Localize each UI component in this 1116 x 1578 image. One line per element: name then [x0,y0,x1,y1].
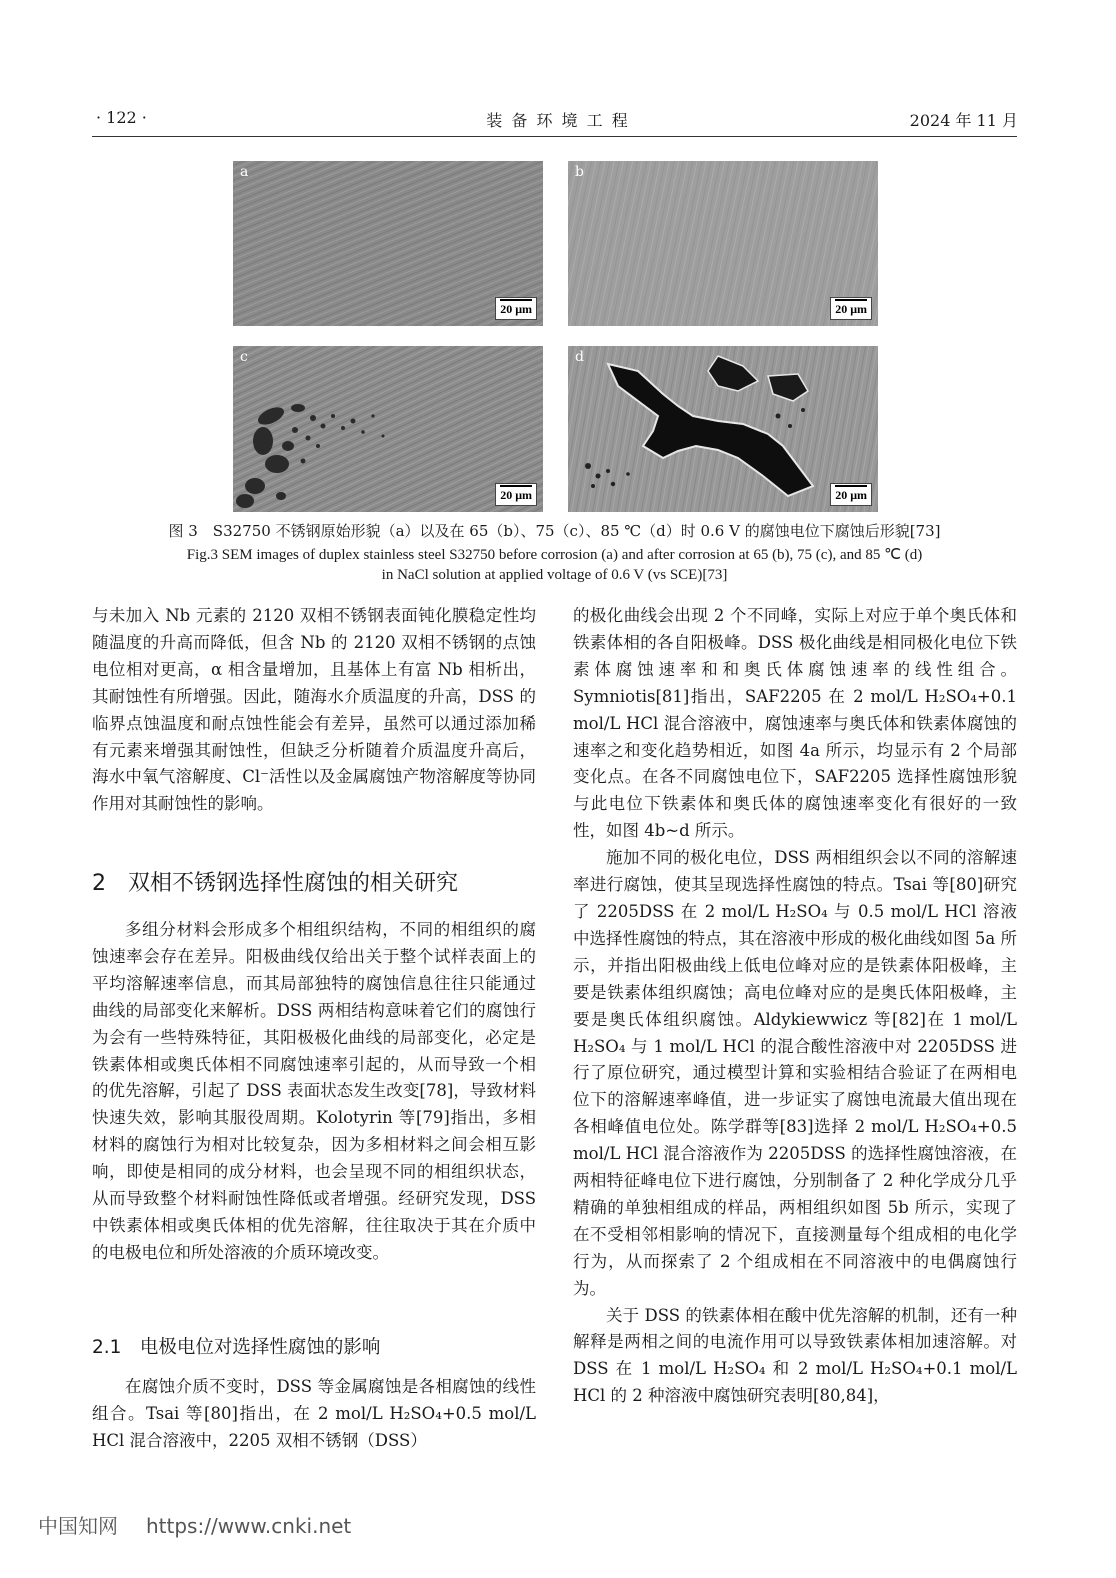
page-number: · 122 · [96,108,147,127]
header-rule [92,136,1017,137]
cnki-url[interactable]: https://www.cnki.net [146,1514,352,1538]
left-column-para3 [92,1374,536,1455]
right-column [573,603,1017,1410]
figure-caption-cn: 图 3 S32750 不锈钢原始形貌（a）以及在 65（b）、75（c）、85 ℃（d）时 0.6 V 的腐蚀电位下腐蚀后形貌[73] [168,522,941,540]
left-column-para1 [92,603,536,818]
panel-label: b [575,164,584,180]
figure-caption-en-line2: in NaCl solution at applied voltage of 0.6 V (vs SCE)[73] [381,567,728,583]
sem-image-c [233,346,543,512]
sem-image-a [233,161,543,326]
cnki-brand: 中国知网 [38,1514,118,1538]
sem-image-d [568,346,878,512]
panel-label: d [575,349,584,365]
paragraph: 关于 DSS 的铁素体相在酸中优先溶解的机制，还有一种解释是两相之间的电流作用可以导致铁素体相加速溶解。对 DSS 在 1 mol/L H₂SO₄ 和 2 mol/L H₂SO₄+0.1 mol/L HCl 的 2 种溶液中腐蚀研究表明[80,84]， [573,1305,1017,1406]
sem-image-b [568,161,878,326]
journal-title: 装 备 环 境 工 程 [486,111,630,130]
left-column-para2 [92,917,536,1267]
scale-bar: 20 μm [495,297,537,320]
scale-bar: 20 μm [495,483,537,506]
paragraph: 与未加入 Nb 元素的 2120 双相不锈钢表面钝化膜稳定性均随温度的升高而降低，但含 Nb 的 2120 双相不锈钢的点蚀电位相对更高，α 相含量增加，且基体上有富 Nb 相析出，其耐蚀性有所增强。因此，随海水介质温度的升高，DSS 的临界点蚀温度和耐点蚀性能会有差异，虽然可以通过添加稀有元素来增强其耐蚀性，但缺乏分析随着介质温度升高后，海水中氧气溶解度、Cl⁻活性以及金属腐蚀产物溶解度等协同作用对其耐蚀性的影响。 [92,606,536,814]
panel-label: a [240,164,249,180]
paragraph: 的极化曲线会出现 2 个不同峰，实际上对应于单个奥氏体和铁素体相的各自阳极峰。DSS 极化曲线是相同极化电位下铁素体腐蚀速率和和奥氏体腐蚀速率的线性组合。Symniotis[81]指出，SAF2205 在 2 mol/L H₂SO₄+0.1 mol/L HCl 混合溶液中，腐蚀速率与奥氏体和铁素体腐蚀的速率之和变化趋势相近，如图 4a 所示，均显示有 2 个局部变化点。在各不同腐蚀电位下，SAF2205 选择性腐蚀形貌与此电位下铁素体和奥氏体的腐蚀速率变化有很好的一致性，如图 4b~d 所示。 [573,606,1017,841]
footer-watermark [38,1510,379,1539]
figure-caption-en-line1: Fig.3 SEM images of duplex stainless steel S32750 before corrosion (a) and after corrosion at 65 (b), 75 (c), and 85 ℃ (d) [186,547,923,563]
scale-bar: 20 μm [830,297,872,320]
paragraph: 施加不同的极化电位，DSS 两相组织会以不同的溶解速率进行腐蚀，使其呈现选择性腐蚀的特点。Tsai 等[80]研究了 2205DSS 在 2 mol/L H₂SO₄ 与 0.5 mol/L HCl 溶液中选择性腐蚀的特点，其在溶液中形成的极化曲线如图 5a 所示，并指出阳极曲线上低电位峰对应的是铁素体阳极峰，主要是铁素体组织腐蚀；高电位峰对应的是奥氏体阳极峰，主要是奥氏体组织腐蚀。Aldykiewwicz 等[82]在 1 mol/L H₂SO₄ 与 1 mol/L HCl 的混合酸性溶液中对 2205DSS 进行了原位研究，通过模型计算和实验相结合验证了在两相电位下的溶解速率峰值，进一步证实了腐蚀电流最大值出现在各相峰值电位处。陈学群等[83]选择 2 mol/L H₂SO₄+0.5 mol/L HCl 混合溶液作为 2205DSS 的选择性腐蚀溶液，在两相特征峰电位下进行腐蚀，分别制备了 2 种化学成分几乎精确的单独相组成的样品，两相组织如图 5b 所示，实现了在不受相邻相影响的情况下，直接测量每个组成相的电化学行为，从而探索了 2 个组成相在不同溶液中的电偶腐蚀行为。 [573,848,1017,1298]
panel-label: c [240,349,248,365]
paragraph: 多组分材料会形成多个相组织结构，不同的相组织的腐蚀速率会存在差异。阳极曲线仅给出关于整个试样表面上的平均溶解速率信息，而其局部独特的腐蚀信息往往只能通过曲线的局部变化来解析。DSS 两相结构意味着它们的腐蚀行为会有一些特殊特征，其阳极极化曲线的局部变化，必定是铁素体相或奥氏体相不同腐蚀速率引起的，从而导致一个相的优先溶解，引起了 DSS 表面状态发生改变[78]，导致材料快速失效，影响其服役周期。Kolotyrin 等[79]指出，多相材料的腐蚀行为相对比较复杂，因为多相材料之间会相互影响，即使是相同的成分材料，也会呈现不同的相组织状态，从而导致整个材料耐蚀性降低或者增强。经研究发现，DSS 中铁素体相或奥氏体相的优先溶解，往往取决于其在介质中的电极电位和所处溶液的介质环境改变。 [92,920,536,1262]
issue-date: 2024 年 11 月 [909,111,1018,130]
subsection-heading: 2.1 电极电位对选择性腐蚀的影响 [92,1337,381,1358]
scale-bar: 20 μm [830,483,872,506]
section-heading: 2 双相不锈钢选择性腐蚀的相关研究 [92,871,458,896]
paragraph: 在腐蚀介质不变时，DSS 等金属腐蚀是各相腐蚀的线性组合。Tsai 等[80]指出，在 2 mol/L H₂SO₄+0.5 mol/L HCl 混合溶液中，2205 双相不锈钢（DSS） [92,1377,536,1450]
